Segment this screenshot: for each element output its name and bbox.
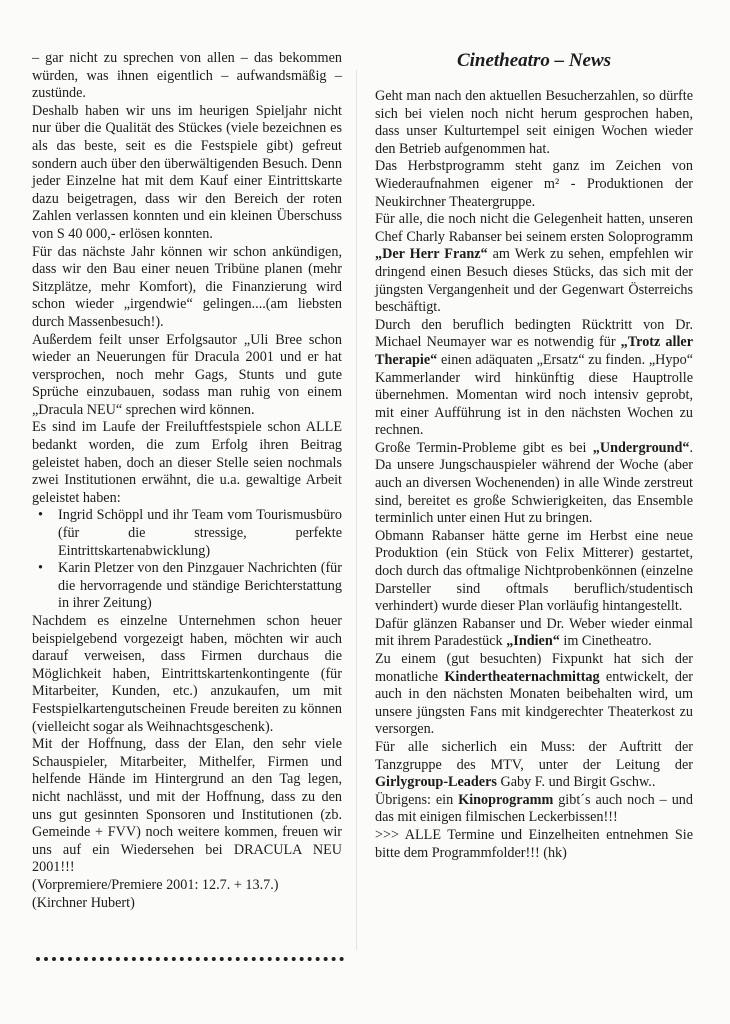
- play-title: „Trotz aller Therapie“: [375, 334, 693, 368]
- paragraph: [375, 317, 693, 440]
- bullet-icon: •: [38, 507, 43, 524]
- author-signature: (Kirchner Hubert): [32, 894, 135, 911]
- text-span: . Da unsere Jungschauspieler während der Woche (aber auch an diversen Wochenenden) in alle Winde zerstreut sind, bereitet es große Schwierigkeiten, das Ensemble terminlich unter einen Hut zu bringen.: [375, 439, 693, 527]
- list-item: [32, 507, 342, 560]
- paragraph: Deshalb haben wir uns im heurigen Spieljahr nicht nur über die Qualität des Stückes (viele bezeichnen es als das beste, seit es die Festspiele gibt) gefreut sondern auch über den überwältigenden Besuch. Denn jeder Einzelne hat mit dem Kauf einer Eintrittskarte dazu beigetragen, dass wir den Bereich der roten Zahlen verlassen konnten und ein kleinen Überschuss von S 40 000,- erlösen konnten.: [32, 102, 342, 242]
- group-name: Girlygroup-Leaders: [375, 774, 497, 791]
- premiere-dates: (Vorpremiere/Premiere 2001: 12.7. + 13.7.): [32, 876, 279, 893]
- paragraph: Obmann Rabanser hätte gerne im Herbst eine neue Produktion (ein Stück von Felix Mitterer) gestartet, doch durch das oftmalige Nichtprobenkönnen (einzelne Darsteller sind oftmals beruflich/studentisch verhindert) wurde dieser Plan vorläufig hintangestellt.: [375, 527, 693, 615]
- text-span: Für alle, die noch nicht die Gelegenheit hatten, unseren Chef Charly Rabanser bei seinem ersten Soloprogramm: [375, 211, 693, 245]
- paragraph: Geht man nach den aktuellen Besucherzahlen, so dürfte sich bei vielen noch nicht herum gesprochen haben, dass unser Kulturtempel seit einigen Wochen wieder den Betrieb aufgenommen hat.: [375, 88, 693, 157]
- paragraph: Außerdem feilt unser Erfolgsautor „Uli Bree schon wieder an Neuerungen für Dracula 2001 und er hat versprochen, noch mehr Gags, Stunts und gute Sprüche einzubauen, sodass man ruhig von einem „Dracula NEU“ sprechen wird können.: [32, 331, 342, 418]
- text-span: am Werk zu sehen, empfehlen wir dringend einen Besuch dieses Stücks, das sich mit der jüngsten Vergangenheit und der Gegenwart Österreichs beschäftigt.: [375, 246, 693, 316]
- text-span: entwickelt, der auch in den nächsten Monaten beibehalten wird, um unsere jüngsten Fans mit kindgerechter Theaterkost zu versorgen.: [375, 668, 693, 738]
- bullet-icon: •: [38, 560, 43, 577]
- text-span: Große Termin-Probleme gibt es bei: [375, 439, 593, 456]
- play-title: „Der Herr Franz“: [375, 246, 488, 263]
- text-span: gibt´s auch noch – und das mit einigen filmischen Leckerbissen!!!: [375, 791, 693, 826]
- left-column: [32, 50, 342, 912]
- right-column: [375, 88, 693, 862]
- paragraph: Nachdem es einzelne Unternehmen schon heuer beispielgebend vorgezeigt haben, möchten wir auch darauf verweisen, dass Firmen durchaus die Möglichkeit haben, Eintrittskartenkontingente (für Mitarbeiter, Kunden, etc.) anzukaufen, um mit Festspielkartengutscheinen Freude bereiten zu können (vielleicht sogar als Weihnachtsgeschenk).: [32, 613, 342, 735]
- text-span: einen adäquaten „Ersatz“ zu finden. „Hypo“ Kammerlander wird hinkünftig diese Hauptrolle übernehmen. Momentan wird noch intensiv geprobt, mit einer Aufführung ist in den nächsten Wochen zu rechnen.: [375, 351, 693, 439]
- paragraph: [375, 739, 693, 792]
- paragraph: >>> ALLE Termine und Einzelheiten entnehmen Sie bitte dem Programmfolder!!! (hk): [375, 826, 693, 861]
- text-span: Durch den beruflich bedingten Rücktritt von Dr. Michael Neumayer war es notwendig für: [375, 316, 693, 351]
- column-divider: [356, 70, 357, 950]
- text-span: Übrigens: ein: [375, 791, 459, 808]
- list-item-text: Ingrid Schöppl und ihr Team vom Tourismusbüro (für die stressige, perfekte Eintrittskartenabwicklung): [58, 507, 342, 559]
- paragraph: Es sind im Laufe der Freiluftfestspiele schon ALLE bedankt worden, die zum Erfolg ihren Beitrag geleistet haben, doch an dieser Stelle seien nochmals zwei Institutionen erwähnt, die u.a. gewaltige Arbeit geleistet haben:: [32, 419, 342, 506]
- text-span: Für alle sicherlich ein Muss: der Auftritt der Tanzgruppe des MTV, unter der Leitung der: [375, 738, 693, 773]
- paragraph: [375, 792, 693, 827]
- play-title: „Indien“: [506, 633, 560, 650]
- paragraph: – gar nicht zu sprechen von allen – das bekommen würden, was ihnen eigentlich – aufwandsmäßig – zustünde.: [32, 50, 342, 102]
- dotted-separator: [36, 957, 344, 961]
- play-title: „Underground“: [592, 439, 690, 456]
- text-span: Dafür glänzen Rabanser und Dr. Weber wieder einmal mit ihrem Paradestück: [375, 615, 693, 650]
- list-item: [32, 560, 342, 613]
- event-name: Kinoprogramm: [458, 791, 554, 808]
- text-span: im Cinetheatro.: [559, 633, 652, 650]
- paragraph: Für das nächste Jahr können wir schon ankündigen, dass wir den Bau einer neuen Tribüne planen (mehr Sitzplätze, mehr Komfort), die Finanzierung wird schon wieder „irgendwie“ gelingen....(am liebsten durch Massenbesuch!).: [32, 243, 342, 330]
- paragraph: Mit der Hoffnung, dass der Elan, den sehr viele Schauspieler, Mitarbeiter, Mithelfer, Firmen und helfende Hände im Hintergrund an den Tag legen, nicht nachlässt, und mit der Hoffnung, dass zu den uns gut gesinnten Sponsoren und Institutionen (zb. Gemeinde + FVV) noch weitere kommen, freuen wir uns auf ein Wiedersehen bei DRACULA NEU 2001!!!: [32, 736, 342, 876]
- paragraph: Das Herbstprogramm steht ganz im Zeichen von Wiederaufnahmen eigener m² - Produktionen der Neukirchner Theatergruppe.: [375, 158, 693, 210]
- text-span: Gaby F. und Birgit Gschw..: [496, 774, 656, 791]
- thanks-list: [32, 507, 342, 613]
- section-heading: Cinetheatro – News: [456, 50, 612, 71]
- paragraph: [375, 211, 693, 317]
- text-span: Zu einem (gut besuchten) Fixpunkt hat sich der monatliche: [375, 651, 693, 685]
- list-item-text: Karin Pletzer von den Pinzgauer Nachrichten (für die hervorragende und ständige Berichterstattung in ihrer Zeitung): [58, 560, 342, 612]
- paragraph: [375, 440, 693, 528]
- event-name: Kindertheaternachmittag: [444, 668, 600, 685]
- paragraph: [375, 651, 693, 739]
- paragraph: [375, 616, 693, 651]
